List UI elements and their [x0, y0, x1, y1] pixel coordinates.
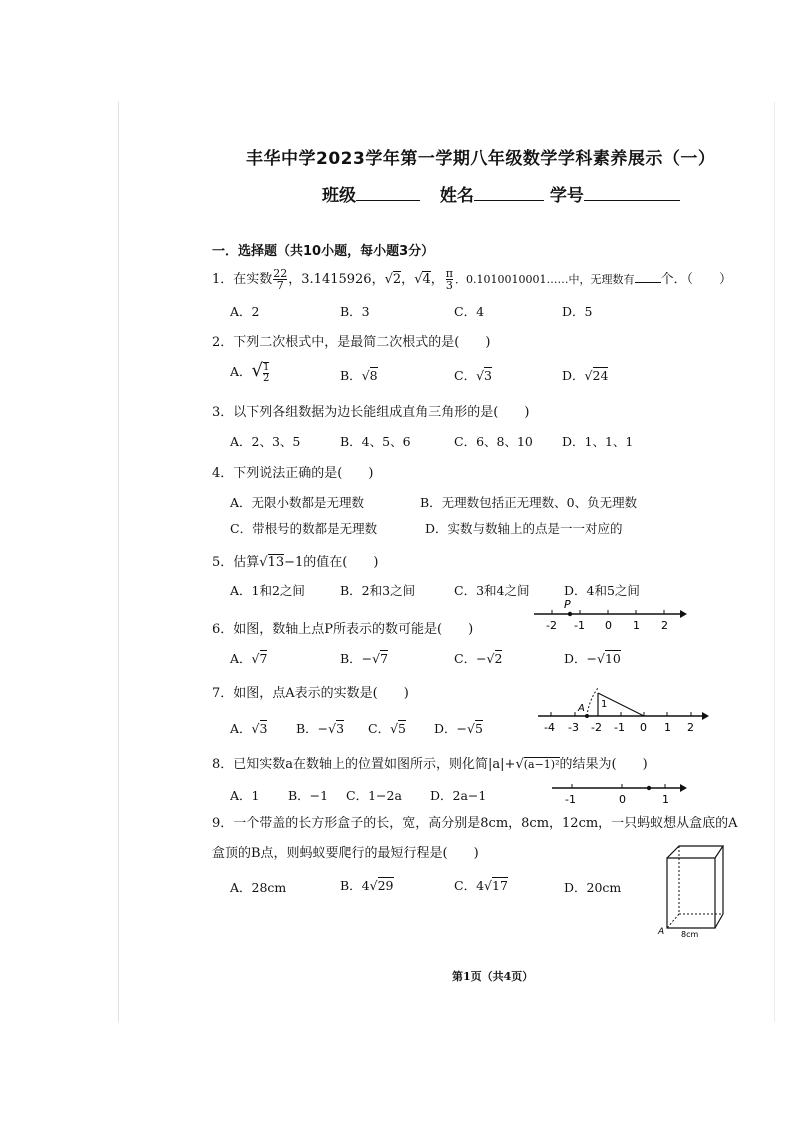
- q9-b-radicand: 29: [377, 878, 394, 893]
- q6-tick-label: 1: [633, 619, 640, 632]
- sqrt-icon: √: [414, 272, 423, 287]
- q6-tick-label: -1: [574, 619, 585, 632]
- q7-tick-label: -1: [614, 721, 625, 734]
- q7-point-label: A: [578, 703, 585, 714]
- q1-sep1: ，: [401, 272, 415, 287]
- q8-option-b[interactable]: B．−1: [288, 788, 329, 803]
- sqrt-icon: √: [369, 878, 378, 893]
- sqrt-icon: √: [361, 368, 370, 383]
- q7-figure: [534, 676, 710, 738]
- q2-option-b[interactable]: [340, 366, 378, 384]
- class-label: 班级: [322, 186, 356, 206]
- q9-option-b[interactable]: [340, 876, 394, 894]
- arrow-right-icon: [680, 610, 687, 618]
- question-2: 2．下列二次根式中，是最简二次根式的是( ): [212, 335, 491, 350]
- q2-option-d[interactable]: [562, 366, 608, 384]
- q2-d-radicand: 24: [592, 368, 609, 383]
- sqrt-icon: √: [484, 878, 492, 893]
- class-blank[interactable]: [356, 186, 420, 201]
- q1-end: 个．（ ）: [660, 272, 733, 287]
- q4-option-b[interactable]: B．无理数包括正无理数、0、负无理数: [420, 495, 638, 510]
- q6-point-p: [568, 612, 572, 616]
- q8-prefix: 8．已知实数a在数轴上的位置如图所示，则化简|a|+: [212, 757, 516, 772]
- q6-d-radicand: 10: [604, 651, 621, 666]
- q7-tick-label: 0: [640, 721, 647, 734]
- q9-box-front: [667, 858, 715, 928]
- q5-option-d[interactable]: D．4和5之间: [564, 583, 640, 598]
- arrow-right-icon: [702, 712, 709, 720]
- q8-suffix: 的结果为( ): [559, 757, 648, 772]
- q7-arc: [587, 688, 598, 716]
- q6-a-prefix: A．: [230, 651, 252, 666]
- q6-option-c[interactable]: [454, 649, 502, 667]
- sqrt-icon: √: [251, 651, 260, 666]
- q5-option-b[interactable]: B．2和3之间: [340, 583, 416, 598]
- q3-option-d[interactable]: D．1、1、1: [562, 434, 634, 449]
- q6-option-d[interactable]: [564, 649, 621, 667]
- q9-c-prefix: C．4: [454, 878, 485, 893]
- q3-option-c[interactable]: C．6、8、10: [454, 434, 533, 449]
- q9-box-side: [715, 846, 723, 928]
- q8-option-c[interactable]: C．1−2a: [346, 788, 402, 803]
- sqrt-icon: √: [251, 721, 260, 736]
- id-blank[interactable]: [584, 186, 680, 201]
- sqrt-icon: √: [476, 368, 485, 383]
- q2-c-radicand: 3: [484, 368, 492, 383]
- sqrt-icon: √: [390, 721, 399, 736]
- question-8: [212, 753, 648, 772]
- q6-tick-label: 0: [605, 619, 612, 632]
- q6-tick-label: 2: [661, 619, 668, 632]
- q7-a-prefix: A．: [230, 721, 252, 736]
- q6-tick-label: -2: [546, 619, 557, 632]
- q1-frac-den: 7: [276, 279, 284, 292]
- q6-d-prefix: D．−: [564, 651, 597, 666]
- sqrt-icon: √: [467, 721, 475, 736]
- section-heading: 一．选择题（共10小题，每小题3分）: [212, 244, 435, 259]
- q7-option-b[interactable]: [296, 719, 344, 737]
- q9-dim-label: 8cm: [681, 930, 699, 938]
- q9-option-a[interactable]: A．28cm: [230, 880, 287, 895]
- question-9-line-1: 9．一个带盖的长方形盒子的长，宽，高分别是8cm，8cm，12cm，一只蚂蚁想从盒底的A: [212, 816, 738, 831]
- q1-option-d[interactable]: D．5: [562, 304, 593, 319]
- name-label: 姓名: [439, 186, 474, 206]
- q7-tick-label: -2: [591, 721, 602, 734]
- q7-d-prefix: D．−: [434, 721, 467, 736]
- q9-box-hidden-edge: [667, 914, 679, 928]
- q2-c-prefix: C．: [454, 368, 477, 383]
- sqrt-icon: √: [486, 651, 495, 666]
- q6-a-radicand: 7: [259, 651, 268, 666]
- q1-pi-den: 3: [445, 279, 453, 292]
- q2-b-prefix: B．: [340, 368, 362, 383]
- page-footer: 第1页（共4页）: [452, 970, 534, 983]
- sqrt-icon: √: [515, 757, 524, 772]
- q8-tick-label: 1: [662, 793, 669, 806]
- q7-tick-label: 2: [687, 721, 694, 734]
- question-5: [212, 551, 378, 570]
- q1-prefix: 1．在实数: [212, 272, 273, 287]
- question-1: [212, 268, 732, 291]
- q7-tick-label: -4: [544, 721, 555, 734]
- q6-number-line: [530, 598, 688, 634]
- sqrt-icon: √: [259, 555, 268, 570]
- q7-tick-label: -3: [568, 721, 579, 734]
- q1-radicand-2: 2: [392, 272, 402, 287]
- q2-a-fraction: [263, 362, 269, 384]
- q7-a-radicand: 3: [259, 721, 268, 736]
- q7-b-prefix: B．−: [296, 721, 329, 736]
- q5-option-c[interactable]: C．3和4之间: [454, 583, 530, 598]
- id-label: 学号: [549, 186, 584, 206]
- sqrt-icon: √: [372, 651, 381, 666]
- q6-b-radicand: 7: [380, 651, 389, 666]
- question-4: 4．下列说法正确的是( ): [212, 466, 374, 481]
- sqrt-icon: √: [597, 651, 605, 666]
- q3-option-b[interactable]: B．4、5、6: [340, 434, 411, 449]
- q4-option-c[interactable]: C．带根号的数都是无理数: [230, 521, 378, 536]
- q3-option-a[interactable]: A．2、3、5: [230, 434, 301, 449]
- q7-option-d[interactable]: [434, 719, 483, 737]
- q7-side-label: 1: [601, 699, 608, 710]
- q8-tick-label: 0: [619, 793, 626, 806]
- q1-pi-fraction: [446, 268, 453, 291]
- q7-tick-label: 1: [664, 721, 671, 734]
- q2-a-num: 1: [263, 361, 270, 373]
- arrow-right-icon: [680, 784, 687, 792]
- q1-frac-num: 22: [273, 267, 288, 280]
- sqrt-icon: √: [584, 368, 593, 383]
- q1-tail: ．0.1010010001……中，无理数有: [455, 273, 635, 286]
- q5-prefix: 5．估算: [212, 555, 260, 570]
- q1-option-a[interactable]: A．2: [230, 304, 260, 319]
- q4-option-a[interactable]: A．无限小数都是无理数: [230, 495, 365, 510]
- q7-option-a[interactable]: [230, 719, 267, 737]
- sqrt-icon: √: [384, 272, 393, 287]
- q2-b-radicand: 8: [369, 368, 378, 383]
- q7-c-prefix: C．: [368, 721, 391, 736]
- q5-option-a[interactable]: A．1和2之间: [230, 583, 305, 598]
- q9-option-d[interactable]: D．20cm: [564, 880, 622, 895]
- q9-b-prefix: B．4: [340, 878, 370, 893]
- q7-c-radicand: 5: [398, 721, 406, 736]
- sqrt-icon: √: [251, 360, 264, 381]
- question-7: 7．如图，点A表示的实数是( ): [212, 686, 409, 701]
- question-9-line-2: 盒顶的B点，则蚂蚁要爬行的最短行程是( ): [212, 846, 479, 861]
- q7-option-c[interactable]: [368, 719, 406, 737]
- q8-point-a: [647, 786, 651, 790]
- student-info-line: [322, 181, 680, 206]
- q2-a-prefix: A．: [230, 364, 252, 379]
- q6-option-a[interactable]: [230, 649, 267, 667]
- q1-pi-num: π: [445, 267, 454, 280]
- q6-option-b[interactable]: [340, 649, 388, 667]
- q1-radicand-4: 4: [422, 272, 431, 287]
- q1-mid: ，3.1415926，: [288, 272, 385, 287]
- q2-a-den: 2: [263, 372, 270, 384]
- q9-point-label: A: [658, 927, 665, 937]
- question-6: 6．如图，数轴上点P所表示的数可能是( ): [212, 622, 474, 637]
- q4-option-d[interactable]: D．实数与数轴上的点是一一对应的: [425, 521, 623, 536]
- q6-c-radicand: 2: [494, 651, 503, 666]
- q2-option-a[interactable]: [230, 360, 269, 384]
- q2-option-c[interactable]: [454, 366, 492, 384]
- q8-tick-label: -1: [565, 793, 576, 806]
- q2-d-prefix: D．: [562, 368, 585, 383]
- q9-box-figure: [655, 840, 725, 938]
- q7-b-radicand: 3: [336, 721, 345, 736]
- q8-option-d[interactable]: D．2a−1: [430, 788, 487, 803]
- q8-radicand: (a−1)²: [523, 758, 560, 771]
- q5-radicand: 13: [267, 555, 285, 570]
- q1-sep2: ，: [430, 272, 444, 287]
- q7-d-radicand: 5: [474, 721, 483, 736]
- q9-c-radicand: 17: [492, 878, 508, 893]
- q7-point-a: [585, 714, 589, 718]
- q8-number-line: [548, 778, 688, 808]
- name-blank[interactable]: [474, 186, 544, 201]
- question-3: 3．以下列各组数据为边长能组成直角三角形的是( ): [212, 405, 530, 420]
- sqrt-icon: √: [328, 721, 337, 736]
- q9-box-top: [667, 846, 723, 858]
- exam-title: 丰华中学2023学年第一学期八年级数学学科素养展示（一）: [246, 149, 716, 169]
- q6-point-label: P: [564, 598, 571, 611]
- q1-answer-blank[interactable]: [635, 270, 661, 283]
- q9-option-c[interactable]: [454, 876, 508, 894]
- q6-b-prefix: B．−: [340, 651, 373, 666]
- q1-fraction: [273, 268, 287, 291]
- q5-suffix: −1的值在( ): [284, 555, 379, 570]
- q8-option-a[interactable]: A．1: [230, 788, 260, 803]
- q1-option-c[interactable]: C．4: [454, 304, 485, 319]
- q1-option-b[interactable]: B．3: [340, 304, 370, 319]
- q6-c-prefix: C．−: [454, 651, 487, 666]
